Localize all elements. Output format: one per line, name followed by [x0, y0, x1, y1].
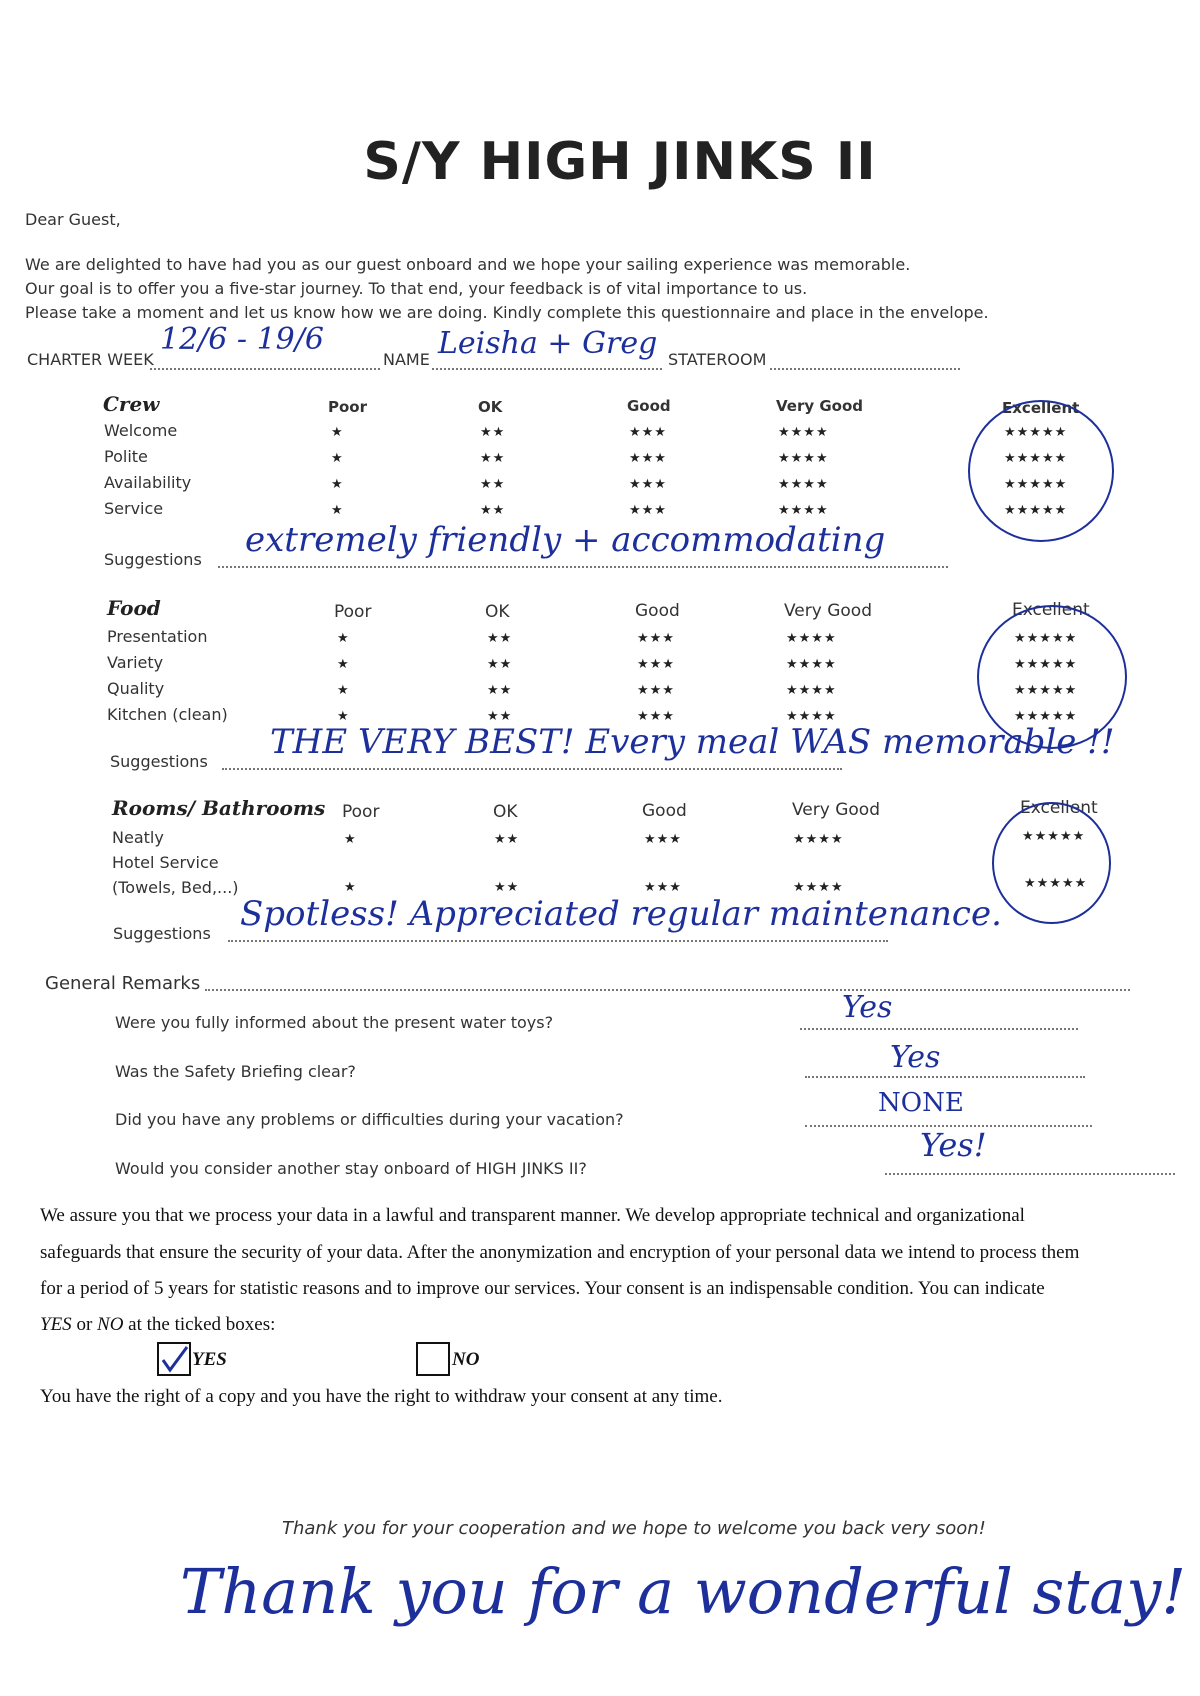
stateroom-line[interactable] — [770, 368, 960, 370]
rooms-excellent-circle-mark — [992, 802, 1111, 924]
star-1[interactable]: ★ — [337, 683, 350, 698]
star-1[interactable]: ★ — [344, 832, 357, 847]
star-3[interactable]: ★★★ — [637, 631, 675, 646]
star-5[interactable]: ★★★★★ — [1024, 876, 1088, 891]
answer-safety-briefing: Yes — [890, 1040, 941, 1075]
handwritten-closing: Thank you for a wonderful stay! — [180, 1555, 1187, 1628]
star-1[interactable]: ★ — [331, 477, 344, 492]
rooms-item-towels-bed: (Towels, Bed,...) — [112, 878, 239, 897]
crew-item-welcome: Welcome — [104, 421, 178, 440]
consent-line-3: for a period of 5 years for statistic reasons and to improve our services. Your consent is an indispensable condition. You can indicate — [40, 1278, 1045, 1299]
star-1[interactable]: ★ — [344, 880, 357, 895]
star-5[interactable]: ★★★★★ — [1004, 503, 1068, 518]
star-5[interactable]: ★★★★★ — [1014, 657, 1078, 672]
star-2[interactable]: ★★ — [480, 477, 506, 492]
star-3[interactable]: ★★★ — [629, 451, 667, 466]
question-problems: Did you have any problems or difficulties during your vacation? — [115, 1110, 624, 1129]
star-4[interactable]: ★★★★ — [793, 832, 844, 847]
star-3[interactable]: ★★★ — [629, 477, 667, 492]
crew-rating-good: Good — [627, 397, 671, 415]
stateroom-label: STATEROOM — [668, 350, 767, 369]
star-4[interactable]: ★★★★ — [778, 451, 829, 466]
star-3[interactable]: ★★★ — [629, 503, 667, 518]
rooms-rating-poor: Poor — [342, 802, 380, 822]
answer-water-toys: Yes — [842, 990, 893, 1025]
rooms-suggestions-label: Suggestions — [113, 924, 211, 943]
crew-rating-ok: OK — [478, 398, 503, 416]
star-4[interactable]: ★★★★ — [786, 657, 837, 672]
star-4[interactable]: ★★★★ — [786, 683, 837, 698]
star-2[interactable]: ★★ — [487, 631, 513, 646]
food-rating-poor: Poor — [334, 602, 372, 622]
consent-ticked-text: at the ticked boxes: — [123, 1314, 276, 1335]
consent-yes-word: YES — [40, 1314, 72, 1335]
question-safety-briefing: Was the Safety Briefing clear? — [115, 1062, 356, 1081]
rooms-rating-very-good: Very Good — [792, 800, 880, 820]
food-suggestions-value: THE VERY BEST! Every meal WAS memorable !! — [270, 722, 1115, 762]
intro-line-3: Please take a moment and let us know how we are doing. Kindly complete this questionnaire and place in the envelope. — [25, 303, 989, 322]
star-5[interactable]: ★★★★★ — [1022, 829, 1086, 844]
star-5[interactable]: ★★★★★ — [1004, 477, 1068, 492]
star-1[interactable]: ★ — [337, 631, 350, 646]
greeting: Dear Guest, — [25, 210, 121, 229]
star-1[interactable]: ★ — [331, 451, 344, 466]
answer-another-stay: Yes! — [920, 1126, 987, 1164]
name-line[interactable] — [432, 368, 662, 370]
rooms-rating-ok: OK — [493, 802, 518, 822]
star-2[interactable]: ★★ — [480, 503, 506, 518]
star-5[interactable]: ★★★★★ — [1004, 425, 1068, 440]
answer-problems: NONE — [878, 1088, 964, 1118]
crew-item-polite: Polite — [104, 447, 148, 466]
star-5[interactable]: ★★★★★ — [1014, 683, 1078, 698]
crew-suggestions-label: Suggestions — [104, 550, 202, 569]
crew-section-title: Crew — [103, 392, 160, 416]
rooms-rating-excellent: Excellent — [1020, 798, 1098, 818]
answer-water-toys-line[interactable] — [800, 1028, 1078, 1030]
star-2[interactable]: ★★ — [487, 657, 513, 672]
consent-line-4 — [40, 1314, 275, 1336]
answer-another-stay-line[interactable] — [885, 1173, 1175, 1175]
star-3[interactable]: ★★★ — [637, 657, 675, 672]
no-checkbox-label: NO — [452, 1349, 480, 1370]
name-label: NAME — [383, 350, 430, 369]
star-3[interactable]: ★★★ — [637, 709, 675, 724]
yes-checkbox[interactable] — [157, 1342, 191, 1376]
crew-excellent-circle-mark — [968, 400, 1114, 542]
food-rating-excellent: Excellent — [1012, 600, 1090, 620]
crew-rating-excellent: Excellent — [1002, 399, 1080, 417]
rooms-section-title: Rooms/ Bathrooms — [112, 796, 326, 820]
consent-line-1: We assure you that we process your data in a lawful and transparent manner. We develop appropriate technical and organizational — [40, 1205, 1025, 1226]
star-5[interactable]: ★★★★★ — [1014, 631, 1078, 646]
star-4[interactable]: ★★★★ — [778, 425, 829, 440]
star-5[interactable]: ★★★★★ — [1004, 451, 1068, 466]
intro-line-1: We are delighted to have had you as our guest onboard and we hope your sailing experience was memorable. — [25, 255, 911, 274]
crew-item-service: Service — [104, 499, 164, 518]
star-4[interactable]: ★★★★ — [793, 880, 844, 895]
star-4[interactable]: ★★★★ — [778, 503, 829, 518]
charter-week-label: CHARTER WEEK — [27, 350, 154, 369]
star-1[interactable]: ★ — [337, 657, 350, 672]
form-title: S/Y HIGH JINKS II — [363, 132, 877, 192]
crew-suggestions-line[interactable] — [218, 566, 948, 568]
crew-rating-poor: Poor — [328, 398, 368, 416]
general-remarks-label: General Remarks — [45, 973, 201, 994]
star-3[interactable]: ★★★ — [644, 880, 682, 895]
rooms-item-neatly: Neatly — [112, 828, 164, 847]
consent-line-2: safeguards that ensure the security of your data. After the anonymization and encryption of your personal data we intend to process them — [40, 1242, 1080, 1263]
food-rating-very-good: Very Good — [784, 601, 872, 621]
question-water-toys: Were you fully informed about the present water toys? — [115, 1013, 554, 1032]
food-item-variety: Variety — [107, 653, 164, 672]
consent-rights: You have the right of a copy and you have the right to withdraw your consent at any time. — [40, 1386, 723, 1407]
food-item-presentation: Presentation — [107, 627, 208, 646]
answer-safety-briefing-line[interactable] — [805, 1076, 1085, 1078]
star-4[interactable]: ★★★★ — [786, 631, 837, 646]
crew-suggestions-value: extremely friendly + accommodating — [245, 520, 886, 560]
rooms-suggestions-line[interactable] — [228, 940, 888, 942]
no-checkbox[interactable] — [416, 1342, 450, 1376]
star-4[interactable]: ★★★★ — [778, 477, 829, 492]
food-section-title: Food — [107, 596, 161, 620]
charter-week-value: 12/6 - 19/6 — [160, 322, 324, 357]
checkmark-icon — [159, 1344, 189, 1374]
star-3[interactable]: ★★★ — [629, 425, 667, 440]
consent-no-word: NO — [97, 1314, 124, 1335]
rooms-rating-good: Good — [642, 801, 687, 821]
star-2[interactable]: ★★ — [494, 880, 520, 895]
star-3[interactable]: ★★★ — [637, 683, 675, 698]
star-2[interactable]: ★★ — [480, 451, 506, 466]
question-another-stay: Would you consider another stay onboard of HIGH JINKS II? — [115, 1159, 587, 1178]
star-2[interactable]: ★★ — [487, 709, 513, 724]
star-1[interactable]: ★ — [331, 425, 344, 440]
star-2[interactable]: ★★ — [480, 425, 506, 440]
food-item-kitchen: Kitchen (clean) — [107, 705, 228, 724]
food-rating-ok: OK — [485, 602, 510, 622]
food-suggestions-line[interactable] — [222, 768, 842, 770]
star-1[interactable]: ★ — [331, 503, 344, 518]
charter-week-line[interactable] — [150, 368, 380, 370]
star-4[interactable]: ★★★★ — [786, 709, 837, 724]
star-1[interactable]: ★ — [337, 709, 350, 724]
consent-or-word: or — [71, 1314, 98, 1335]
rooms-item-hotel-service: Hotel Service — [112, 853, 219, 872]
name-value: Leisha + Greg — [438, 326, 658, 361]
food-item-quality: Quality — [107, 679, 165, 698]
yes-checkbox-label: YES — [192, 1349, 227, 1370]
star-5[interactable]: ★★★★★ — [1014, 709, 1078, 724]
general-remarks-line[interactable] — [205, 989, 1130, 991]
intro-line-2: Our goal is to offer you a five-star journey. To that end, your feedback is of vital importance to us. — [25, 279, 808, 298]
food-rating-good: Good — [635, 601, 680, 621]
star-2[interactable]: ★★ — [487, 683, 513, 698]
food-suggestions-label: Suggestions — [110, 752, 208, 771]
star-2[interactable]: ★★ — [494, 832, 520, 847]
crew-item-availability: Availability — [104, 473, 192, 492]
crew-rating-very-good: Very Good — [776, 397, 864, 415]
footer-thank-you: Thank you for your cooperation and we hope to welcome you back very soon! — [282, 1518, 986, 1539]
star-3[interactable]: ★★★ — [644, 832, 682, 847]
rooms-suggestions-value: Spotless! Appreciated regular maintenance. — [240, 894, 1002, 934]
